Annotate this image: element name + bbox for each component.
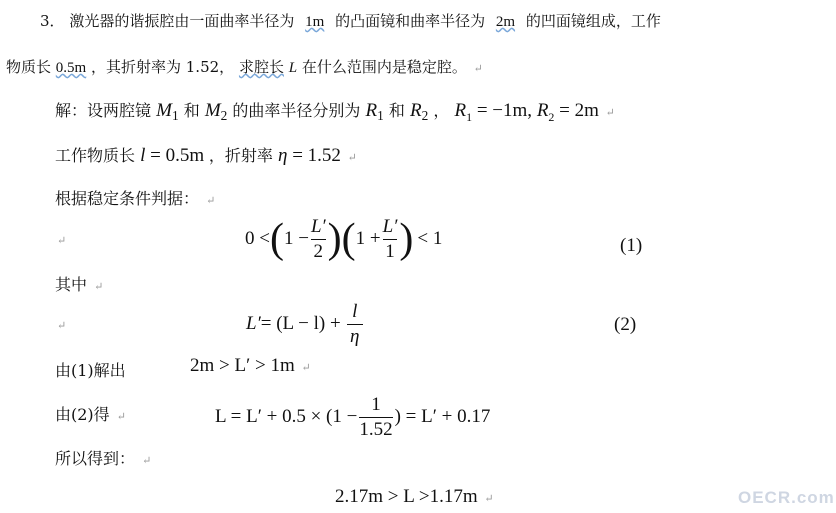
numerator: l bbox=[352, 301, 358, 322]
solution-line-1 bbox=[55, 98, 615, 125]
math-symbol: M bbox=[156, 100, 172, 121]
math-symbol: η bbox=[278, 145, 288, 166]
fraction bbox=[359, 395, 392, 440]
fraction bbox=[383, 217, 398, 262]
subscript: 2 bbox=[548, 109, 555, 124]
math-text: 1 − bbox=[283, 228, 309, 250]
math-text: 1 + bbox=[355, 228, 381, 250]
qizhong-line bbox=[55, 272, 103, 295]
therefore-line bbox=[55, 446, 151, 469]
subscript: 1 bbox=[466, 109, 473, 124]
denominator: 1 bbox=[385, 240, 395, 262]
equation-1 bbox=[245, 217, 442, 262]
problem-text: 的凹面镜组成，工作 bbox=[525, 12, 661, 30]
radius-equation bbox=[454, 100, 603, 124]
solution-text: 和 bbox=[183, 101, 200, 120]
subscript: 2 bbox=[421, 108, 429, 124]
math-symbol: R bbox=[454, 100, 467, 121]
problem-line-1 bbox=[40, 10, 661, 31]
subscript: 2 bbox=[220, 108, 228, 124]
fraction-bar bbox=[347, 324, 363, 325]
radius-value: 2m bbox=[495, 14, 516, 30]
math-text: < 1 bbox=[417, 228, 443, 250]
paragraph-mark: ↵ bbox=[347, 151, 357, 164]
math-symbol: l bbox=[140, 145, 146, 166]
problem-text: ，其折射率为 1.52， bbox=[91, 58, 235, 76]
problem-line-2 bbox=[6, 56, 483, 77]
subscript: 1 bbox=[171, 108, 179, 124]
math-symbol: L bbox=[288, 60, 298, 76]
numerator: L′ bbox=[382, 216, 398, 237]
solution-line-2 bbox=[55, 143, 357, 167]
math-symbol: R bbox=[536, 100, 549, 121]
problem-text: 的凸面镜和曲率半径为 bbox=[335, 12, 486, 30]
denominator: 1.52 bbox=[359, 418, 393, 440]
math-symbol: R bbox=[410, 100, 422, 121]
left-paren: ( bbox=[269, 216, 284, 263]
problem-text: 求腔长 bbox=[238, 58, 284, 76]
length-value: 0.5m bbox=[55, 60, 87, 76]
radius-value: 1m bbox=[305, 14, 325, 30]
solution-text: 解：设两腔镜 bbox=[55, 101, 152, 120]
problem-text: 物质长 bbox=[6, 58, 52, 76]
paragraph-mark: ↵ bbox=[301, 362, 311, 374]
fraction-bar bbox=[383, 239, 398, 240]
problem-text: 激光器的谐振腔由一面曲率半径为 bbox=[69, 12, 295, 30]
fraction-bar bbox=[311, 239, 326, 240]
final-result bbox=[335, 486, 494, 508]
solution-text: 由(1)解出 bbox=[55, 361, 126, 380]
problem-number: 3． bbox=[40, 12, 65, 30]
math-text: 2m > L′ > 1m bbox=[190, 355, 295, 376]
solution-text: 根据稳定条件判据： bbox=[55, 189, 200, 208]
result-1 bbox=[190, 355, 311, 377]
math-text: = 0.5m bbox=[145, 145, 205, 166]
denominator: 2 bbox=[313, 240, 324, 262]
math-text: ) = L′ + 0.17 bbox=[394, 406, 491, 428]
solution-text: 和 bbox=[388, 101, 405, 120]
math-text: = 2m bbox=[554, 100, 599, 121]
problem-text: 在什么范围内是稳定腔。 bbox=[301, 58, 467, 76]
right-paren: ) bbox=[399, 216, 414, 263]
math-text: = 1.52 bbox=[287, 145, 341, 166]
paragraph-mark: ↵ bbox=[484, 493, 494, 505]
paragraph-mark: ↵ bbox=[94, 280, 104, 293]
math-symbol: M bbox=[204, 100, 221, 121]
equation-3 bbox=[215, 395, 490, 440]
equation-number: (1) bbox=[620, 235, 643, 256]
math-text: L = L′ + 0.5 × (1 − bbox=[215, 406, 358, 428]
fraction bbox=[347, 302, 363, 347]
math-text: = −1m, bbox=[472, 100, 537, 121]
math-symbol: R bbox=[365, 100, 378, 121]
solution-text: 工作物质长 bbox=[55, 146, 136, 165]
solution-text: 由(2)得 bbox=[55, 405, 110, 424]
paragraph-mark: ↵ bbox=[206, 194, 216, 207]
from2-label-line bbox=[55, 402, 126, 425]
solution-text: ， bbox=[433, 101, 450, 120]
left-paren: ( bbox=[341, 216, 356, 263]
paragraph-mark: ↵ bbox=[142, 454, 152, 467]
math-text: = (L − l) + bbox=[260, 313, 341, 335]
solution-text: 所以得到： bbox=[55, 449, 136, 468]
paragraph-mark: ↵ bbox=[57, 319, 67, 332]
math-symbol: L′ bbox=[246, 313, 261, 335]
solution-line-3 bbox=[55, 186, 215, 209]
equation-2 bbox=[246, 302, 365, 347]
fraction bbox=[311, 217, 326, 262]
paragraph-mark: ↵ bbox=[473, 62, 483, 75]
numerator: L′ bbox=[310, 216, 326, 237]
watermark-logo: OECR.com bbox=[738, 488, 835, 507]
paragraph-mark: ↵ bbox=[116, 410, 126, 423]
math-text: 2.17m > L >1.17m bbox=[335, 486, 478, 507]
equation-number: (2) bbox=[614, 314, 637, 335]
math-text: 0 < bbox=[245, 228, 270, 250]
right-paren: ) bbox=[327, 216, 342, 263]
numerator: 1 bbox=[371, 394, 381, 415]
fraction-bar bbox=[359, 417, 392, 418]
paragraph-mark: ↵ bbox=[57, 234, 67, 247]
subscript: 1 bbox=[377, 108, 384, 124]
paragraph-mark: ↵ bbox=[605, 106, 615, 119]
solution-text: 其中 bbox=[55, 275, 88, 294]
solution-text: 的曲率半径分别为 bbox=[232, 101, 361, 120]
denominator: η bbox=[350, 325, 360, 347]
solution-text: ，折射率 bbox=[208, 146, 273, 165]
